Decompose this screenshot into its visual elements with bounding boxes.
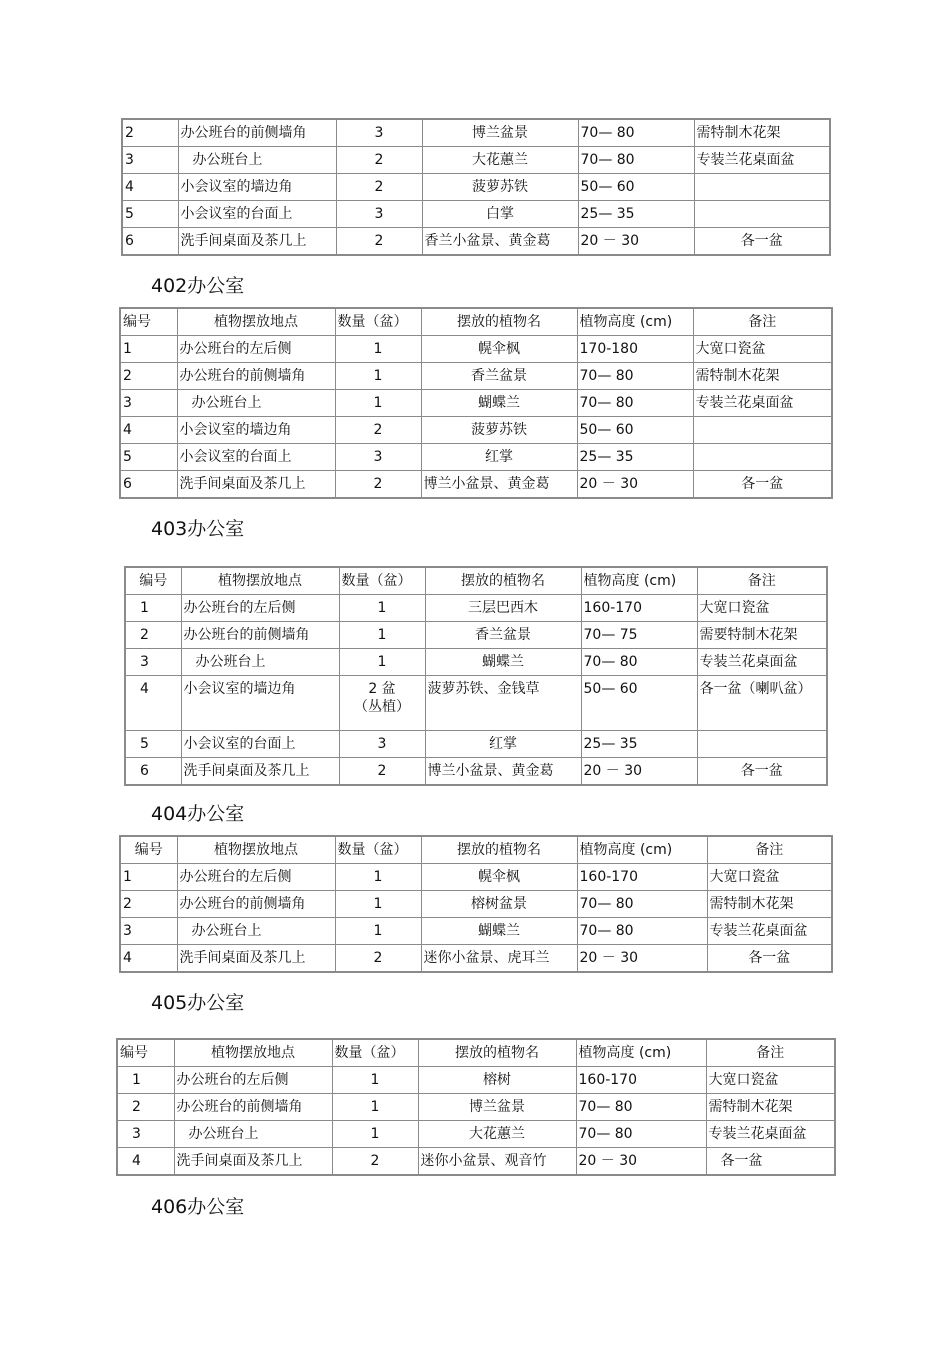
table-row: 5 小会议室的台面上 3 白掌 25— 35 (122, 201, 830, 228)
table-row: 1 办公班台的左后侧 1 幌伞枫 160-170 大宽口瓷盆 (120, 864, 832, 891)
table-row: 3 办公班台上 1 蝴蝶兰 70— 80 专装兰花桌面盆 (125, 649, 827, 676)
table-404 (119, 835, 833, 973)
table-row: 1 办公班台的左后侧 1 幌伞枫 170-180 大宽口瓷盆 (120, 336, 832, 363)
table-row: 1 办公班台的左后侧 1 三层巴西木 160-170 大宽口瓷盆 (125, 595, 827, 622)
table-row: 2 办公班台的前侧墙角 1 香兰盆景 70— 80 需特制木花架 (120, 363, 832, 390)
table-row: 6 洗手间桌面及茶几上 2 博兰小盆景、黄金葛 20 － 30 各一盆 (120, 471, 832, 499)
table-row: 5 小会议室的台面上 3 红掌 25— 35 (120, 444, 832, 471)
table-row: 6 洗手间桌面及茶几上 2 香兰小盆景、黄金葛 20 － 30 各一盆 (122, 228, 830, 256)
table-402 (119, 307, 833, 499)
table-row: 2 办公班台的前侧墙角 1 香兰盆景 70— 75 需要特制木花架 (125, 622, 827, 649)
table-row: 3 办公班台上 1 蝴蝶兰 70— 80 专装兰花桌面盆 (120, 918, 832, 945)
table-header-row: 编号 植物摆放地点 数量（盆） 摆放的植物名 植物高度 (cm) 备注 (117, 1039, 835, 1067)
table-row: 2 办公班台的前侧墙角 1 博兰盆景 70— 80 需特制木花架 (117, 1094, 835, 1121)
table-row: 2 办公班台的前侧墙角 3 博兰盆景 70— 80 需特制木花架 (122, 119, 830, 147)
section-title-404: 404办公室 (151, 803, 245, 825)
table-row: 4 洗手间桌面及茶几上 2 迷你小盆景、虎耳兰 20 － 30 各一盆 (120, 945, 832, 973)
section-title-403: 403办公室 (151, 518, 245, 540)
table-header-row: 编号 植物摆放地点 数量（盆） 摆放的植物名 植物高度 (cm) 备注 (120, 836, 832, 864)
section-title-406: 406办公室 (151, 1196, 245, 1218)
table-row: 5 小会议室的台面上 3 红掌 25— 35 (125, 731, 827, 758)
table-row: 2 办公班台的前侧墙角 1 榕树盆景 70— 80 需特制木花架 (120, 891, 832, 918)
table-header-row: 编号 植物摆放地点 数量（盆） 摆放的植物名 植物高度 (cm) 备注 (120, 308, 832, 336)
table-row: 6 洗手间桌面及茶几上 2 博兰小盆景、黄金葛 20 － 30 各一盆 (125, 758, 827, 786)
table-401-continued (121, 118, 831, 256)
table-header-row: 编号 植物摆放地点 数量（盆） 摆放的植物名 植物高度 (cm) 备注 (125, 567, 827, 595)
section-title-405: 405办公室 (151, 992, 245, 1014)
table-row: 3 办公班台上 1 大花蕙兰 70— 80 专装兰花桌面盆 (117, 1121, 835, 1148)
table-row: 4 小会议室的墙边角 2 菠萝苏铁 50— 60 (122, 174, 830, 201)
section-title-402: 402办公室 (151, 275, 245, 297)
table-405 (116, 1038, 836, 1176)
table-403 (124, 566, 828, 786)
table-row: 4 小会议室的墙边角 2 菠萝苏铁 50— 60 (120, 417, 832, 444)
table-row: 1 办公班台的左后侧 1 榕树 160-170 大宽口瓷盆 (117, 1067, 835, 1094)
table-row: 3 办公班台上 2 大花蕙兰 70— 80 专装兰花桌面盆 (122, 147, 830, 174)
table-row: 3 办公班台上 1 蝴蝶兰 70— 80 专装兰花桌面盆 (120, 390, 832, 417)
table-row: 4 小会议室的墙边角 2 盆 （丛植） 菠萝苏铁、金钱草 50— 60 各一盆（喇叭盆） (125, 676, 827, 731)
table-row: 4 洗手间桌面及茶几上 2 迷你小盆景、观音竹 20 － 30 各一盆 (117, 1148, 835, 1176)
